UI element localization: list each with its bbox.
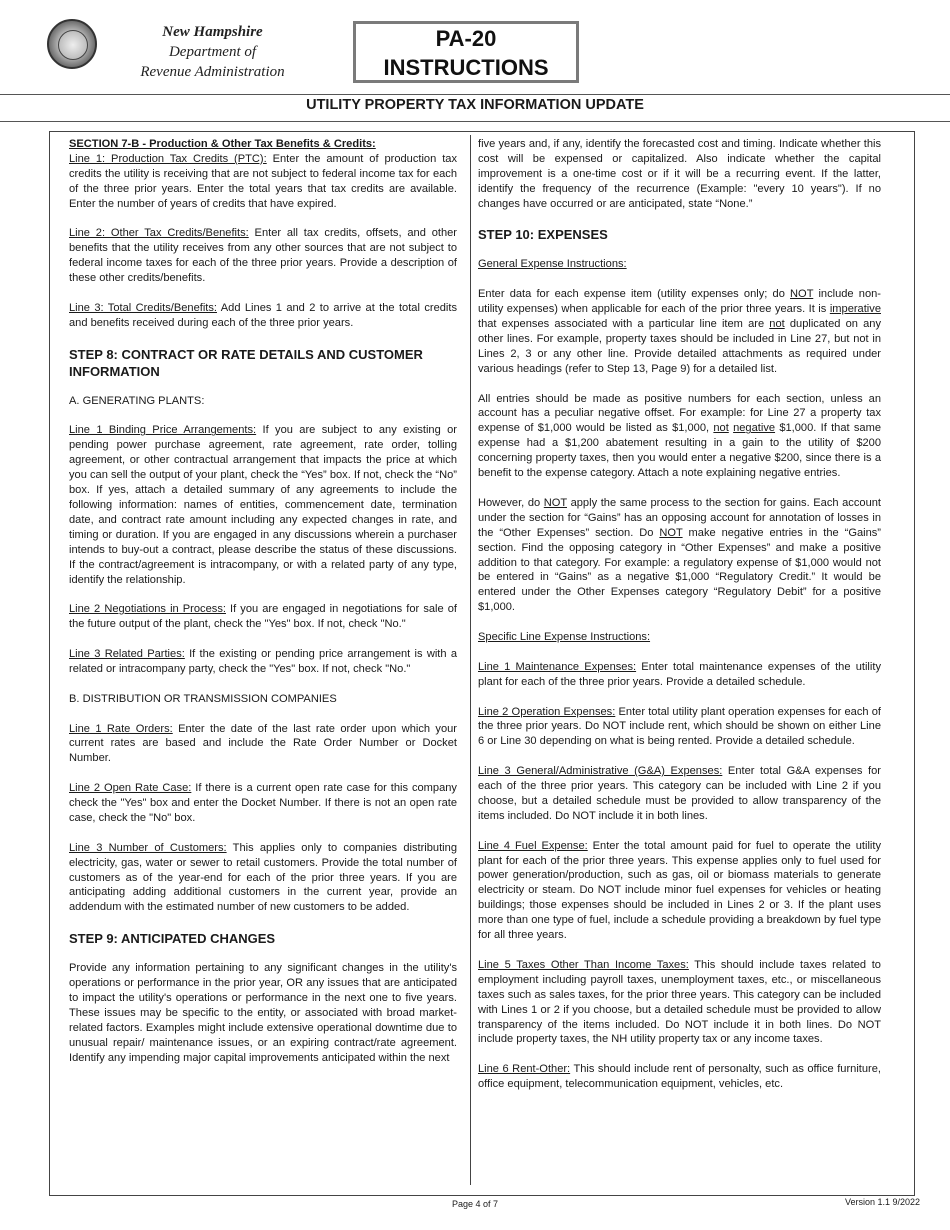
right-column [478, 137, 881, 1107]
maintenance-text: Enter total maintenance expenses of the utility plant for each of the three prior years. Provide a detailed schedule. [478, 660, 881, 688]
section-7b-title: SECTION 7-B - Production & Other Tax Benefits & Credits: [69, 138, 376, 150]
general-expense-para1: Enter data for each expense item (utility expenses only; do NOT include non-utility expenses) when applicable for each of the prior three years. It is imperative that expenses associated with a particular line item are not duplicated on any other lines. For example, property taxes should be included in Line 27, but not in Lines 2, 3 or any other line. Provide detailed attachments as required under various headings (refer to Step 13, Page 9) for a detailed list. [478, 288, 881, 375]
rate-orders-text: Enter the date of the last rate order upon which your current rates are based and include the Rate Order Number or Docket Number. [69, 722, 458, 765]
line2-credits-label: Line 2: Other Tax Credits/Benefits: [69, 227, 249, 240]
operation-text: Enter total utility plant operation expenses for each of the three prior years. Do NOT include rent, which should be shown on either Line 6 or Line 30 depending on what is being rented. Provide a detailed schedule. [478, 705, 881, 748]
agency-name: New Hampshire Department of Revenue Administration [140, 24, 285, 80]
taxes-other-text: This should include taxes related to employment including payroll taxes, unemployment taxes, etc., or miscellaneous taxes such as sales taxes, for the prior three years. This category can be included with Lines 1 or 2 if you choose, but a detailed schedule must be provided to allow transparency of the items included. Do NOT include it in both lines. Do NOT include property taxes, the NH utility property tax or any income taxes. [478, 958, 881, 1046]
form-number: PA-20 [435, 26, 497, 51]
taxes-other-label: Line 5 Taxes Other Than Income Taxes: [478, 958, 689, 971]
nh-seal-logo [47, 19, 97, 69]
page-number: Page 4 of 7 [451, 1199, 499, 1209]
line1-ptc-text: Enter the amount of production tax credits the utility is receiving that are not subject to federal income tax for each of the three prior years. Enter the total years that tax credits are available. Enter the number of years of credits that have expired. [69, 152, 457, 210]
related-parties-text: If the existing or pending price arrangement is with a related or intracompany party, check the "Yes" box. If not, check "No." [69, 648, 457, 675]
number-customers-label: Line 3 Number of Customers: [69, 841, 227, 854]
generating-plants-heading: A. GENERATING PLANTS: [69, 394, 205, 407]
negotiations-text: If you are engaged in negotiations for sale of the future output of the plant, check the "Yes" box. If not, check "No." [69, 603, 458, 631]
form-id-box [353, 21, 579, 83]
binding-price-label: Line 1 Binding Price Arrangements: [69, 424, 257, 437]
rent-other-text: This should include rent of personalty, such as office furniture, office equipment, telecommunication equipment, vehicles, etc. [478, 1063, 881, 1091]
left-column [69, 137, 457, 1080]
rent-other-label: Line 6 Rent-Other: [478, 1063, 571, 1076]
number-customers-text: This applies only to companies distributing electricity, gas, water or sewer to retail customers. Provide the total number of customers as of the year-end for each of the prior three years. If you are anticipating adding additional customers in the current year, provide an addendum with the estimated number of new customers to be added. [69, 841, 457, 914]
general-expense-para2: All entries should be made as positive numbers for each section, unless an account has a peculiar negative offset. For example: for Line 27 a property tax expense of $1,000 would be listed as $1,000, not negative $1,000. If that same expense had a $1,200 abatement resulting in a gain to the utility of $200 concerning property taxes, then you would enter a negative $200, since there is a benefit to the expense category. Attach a note explaining negative entries. [478, 392, 881, 480]
step9-heading: STEP 9: ANTICIPATED CHANGES [69, 931, 276, 947]
header-rule-bottom [0, 121, 950, 122]
maintenance-label: Line 1 Maintenance Expenses: [478, 660, 637, 673]
version-label: Version 1.1 9/2022 [844, 1197, 920, 1207]
step9-continued-text: five years and, if any, identify the forecasted cost and timing. Indicate whether this cost will be expensed or capitalized. Also indicate whether the capital improvement is a one-time cost or if it will be a recurring event. If the latter, identify the frequency of the recurrence (Example: "every 10 years"). If no changes have occurred or are anticipated, state “None.” [478, 138, 881, 210]
specific-expense-heading: Specific Line Expense Instructions: [478, 631, 651, 644]
binding-price-text: If you are subject to any existing or pending power purchase agreement, rate agreement, rate order, tolling agreement, or other contractual arrangement that impacts the price at which you can sell the output of your plant, check the “Yes” box. If not, check the “No” box. If yes, attach a detailed summary of any agreements to include the following information: names of entities, commencement date, termination date, and contract rate amount including any expected changes in rate, and timing or duration. If you are engaged in any discussions wherein a purchaser intends to buy-out a contract, please describe the status of these discussions. If the contract/agreement is intracompany, or with a related party of any type, identify the relationship. [69, 424, 458, 586]
step10-heading: STEP 10: EXPENSES [478, 227, 608, 243]
line3-total-label: Line 3: Total Credits/Benefits: [69, 301, 217, 314]
line2-credits-text: Enter all tax credits, offsets, and other benefits that the utility receives from any other sources that are not subject to federal income taxes for each of the three prior years. Provide a description of these other credits/benefits. [69, 227, 457, 285]
fuel-text: Enter the total amount paid for fuel to operate the utility plant for each of the prior three years. This expense applies only to fuel used for power generation/production, such as gas, oil or biomass materials to generate electricity or steam. Do NOT include minor fuel expenses for vehicles or heating buildings; those expenses should be included in Lines 2 or 3. If the plant uses more than one type of fuel, include a schedule providing a breakdown by fuel type for all three years. [478, 839, 881, 942]
line3-total-text: Add Lines 1 and 2 to arrive at the total credits and benefits received during each of the three prior years. [69, 301, 457, 329]
header-rule-top [0, 94, 950, 95]
negotiations-label: Line 2 Negotiations in Process: [69, 603, 226, 616]
open-rate-case-text: If there is a current open rate case for this company check the "Yes" box and enter the Docket Number. If there is not an open rate case, check the "No" box. [69, 782, 457, 824]
ga-text: Enter total G&A expenses for each of the three prior years. This category can be included with Line 2 if you choose, but a detailed schedule must be provided to allow transparency of the items included. Do NOT include it in both lines. [478, 765, 881, 822]
general-expense-heading: General Expense Instructions: [478, 258, 627, 271]
column-divider [470, 135, 471, 1185]
rate-orders-label: Line 1 Rate Orders: [69, 722, 173, 735]
form-type: INSTRUCTIONS [383, 55, 549, 80]
distribution-heading: B. DISTRIBUTION OR TRANSMISSION COMPANIES [69, 692, 337, 705]
fuel-label: Line 4 Fuel Expense: [478, 839, 588, 852]
document-title: UTILITY PROPERTY TAX INFORMATION UPDATE [306, 97, 644, 113]
open-rate-case-label: Line 2 Open Rate Case: [69, 782, 192, 795]
line1-ptc-label: Line 1: Production Tax Credits (PTC): [69, 152, 267, 165]
operation-label: Line 2 Operation Expenses: [478, 705, 616, 718]
ga-label: Line 3 General/Administrative (G&A) Expenses: [478, 765, 723, 778]
step8-heading: STEP 8: CONTRACT OR RATE DETAILS AND CUSTOMER INFORMATION [69, 346, 423, 379]
step9-text: Provide any information pertaining to any significant changes in the utility's operations or performance in the prior year, OR any issues that are anticipated to impact the utility's operations or performance in the next one to five years. These issues may be specific to the entity, or associated with broad market-related factors. Examples might include extensive operational downtime due to unusual repair/ maintenance issues, or an expiring contract/rate agreement. Identify any impending major capital improvements anticipated within the next [69, 962, 457, 1064]
general-expense-para3: However, do NOT apply the same process to the section for gains. Each account under the section for “Gains” has an opposing account for annotation of losses in the “Other Expenses” section. Do NOT make negative entries in the “Gains” section. Find the opposing category in “Other Expenses” and make a positive addition to that category. For example: a regulatory expense of $1,000 would not be entered in “Gains” as a negative $1,000 “Regulatory Credit.” It would be entered under the Other Expenses category “Regulatory Debit” for a positive $1,000. [478, 496, 881, 614]
related-parties-label: Line 3 Related Parties: [69, 648, 185, 660]
